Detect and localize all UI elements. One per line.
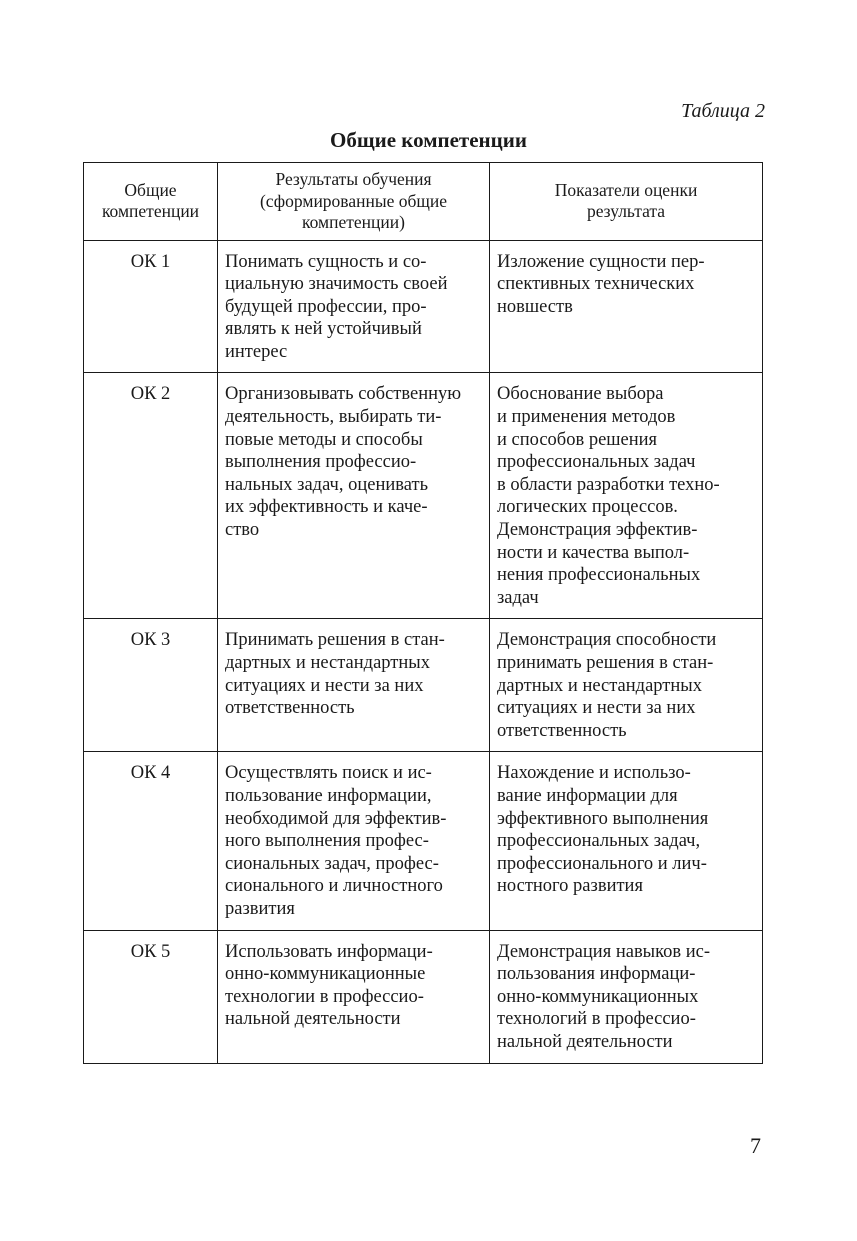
cell-text-line: пользование информации, (225, 785, 432, 806)
cell-text-line: принимать решения в стан- (497, 653, 714, 673)
header-line: компетенции) (302, 212, 405, 232)
cell-text-line: спективных технических (497, 274, 695, 295)
cell-text-line: в области разработки техно- (497, 474, 720, 495)
cell-text-line: ности и качества выпол- (497, 542, 690, 563)
header-line: результата (586, 201, 666, 222)
cell-text-line: ство (225, 520, 260, 541)
table-body (84, 240, 763, 1063)
cell-text-line: ответственность (225, 698, 355, 719)
cell-text-line: деятельность, выбирать ти- (225, 407, 442, 428)
competencies-table (83, 162, 763, 1064)
table-row (84, 752, 763, 930)
cell-text-line: профессиональных задач, (497, 831, 701, 852)
evaluation-indicator-cell (490, 752, 763, 930)
cell-text-line: и способов решения (497, 429, 658, 450)
header-line: (сформированные общие (259, 190, 447, 211)
cell-text-line: Изложение сущности пер- (497, 251, 705, 272)
cell-text-line: эффективного выполнения (497, 808, 709, 829)
header-row (84, 163, 763, 241)
cell-text-line: выполнения профессио- (225, 452, 417, 473)
cell-text-line: повые методы и способы (225, 429, 423, 450)
cell-text-line: Осуществлять поиск и ис- (225, 763, 432, 784)
page-number: 7 (750, 1133, 761, 1158)
cell-text-line: дартных и нестандартных (225, 653, 430, 673)
header-competencies (84, 163, 218, 241)
cell-text-line: ностного развития (497, 876, 643, 897)
cell-text-line: Принимать решения в стан- (225, 630, 445, 651)
cell-text-line: профессиональных задач (497, 452, 696, 473)
cell-text-line: онно-коммуникационные (225, 964, 426, 985)
cell-text-line: технологии в профессио- (225, 986, 424, 1007)
header-line: компетенции (101, 201, 200, 222)
competency-code: ОК 5 (84, 930, 218, 1063)
cell-text-line: технологий в профессио- (497, 1009, 696, 1030)
cell-text-line: пользования информаци- (497, 964, 696, 985)
cell-text-line: вание информации для (497, 785, 678, 806)
cell-text-line: онно-коммуникационных (497, 986, 699, 1007)
cell-text-line: интерес (225, 341, 288, 362)
cell-text-line: Нахождение и использо- (497, 763, 691, 784)
cell-text-line: ного выполнения профес- (225, 831, 429, 852)
cell-text-line: и применения методов (497, 407, 676, 428)
header-line: Результаты обучения (275, 169, 432, 189)
cell-text-line: нения профессиональных (497, 565, 701, 586)
cell-text-line: их эффективность и каче- (225, 497, 428, 518)
learning-result-cell (218, 240, 490, 373)
cell-text-line: ответственность (497, 720, 627, 741)
cell-text-line: развития (225, 898, 295, 919)
table-row (84, 619, 763, 752)
evaluation-indicator-cell (490, 930, 763, 1063)
cell-text-line: задач (497, 587, 539, 608)
competency-code: ОК 2 (84, 373, 218, 619)
cell-text-line: профессионального и лич- (497, 853, 707, 874)
competency-code: ОК 4 (84, 752, 218, 930)
cell-text-line: Использовать информаци- (225, 941, 433, 962)
cell-text-line: сионального и личностного (225, 876, 443, 897)
cell-text-line: ситуациях и нести за них (497, 698, 696, 719)
cell-text-line: нальной деятельности (225, 1009, 401, 1030)
table-number: Таблица 2 (681, 100, 765, 122)
cell-text-line: логических процессов. (497, 497, 678, 518)
competency-code: ОК 1 (84, 240, 218, 373)
table-row (84, 930, 763, 1063)
learning-result-cell (218, 373, 490, 619)
learning-result-cell (218, 619, 490, 752)
table-header (84, 163, 763, 241)
table-row (84, 240, 763, 373)
table-row (84, 373, 763, 619)
table-title: Общие компетенции (330, 128, 527, 152)
cell-text-line: Организовывать собственную (225, 384, 462, 405)
evaluation-indicator-cell (490, 619, 763, 752)
learning-result-cell (218, 930, 490, 1063)
cell-text-line: Демонстрация эффектив- (497, 520, 698, 541)
cell-text-line: Демонстрация способности (497, 630, 717, 651)
competency-code: ОК 3 (84, 619, 218, 752)
cell-text-line: нальных задач, оценивать (225, 474, 429, 495)
cell-text-line: ситуациях и нести за них (225, 675, 424, 696)
learning-result-cell (218, 752, 490, 930)
evaluation-indicator-cell (490, 373, 763, 619)
cell-text-line: необходимой для эффектив- (225, 808, 447, 829)
cell-text-line: Обоснование выбора (497, 384, 664, 405)
header-learning-results (218, 163, 490, 241)
cell-text-line: сиональных задач, профес- (225, 853, 439, 874)
cell-text-line: дартных и нестандартных (497, 675, 702, 696)
cell-text-line: Демонстрация навыков ис- (497, 941, 711, 962)
cell-text-line: нальной деятельности (497, 1031, 673, 1052)
evaluation-indicator-cell (490, 240, 763, 373)
cell-text-line: циальную значимость своей (225, 274, 448, 295)
cell-text-line: являть к ней устойчивый (225, 319, 422, 340)
header-line: Общие (124, 179, 177, 200)
header-evaluation-indicators (490, 163, 763, 241)
cell-text-line: будущей профессии, про- (225, 296, 427, 317)
cell-text-line: новшеств (497, 296, 573, 317)
cell-text-line: Понимать сущность и со- (225, 251, 427, 272)
header-line: Показатели оценки (554, 179, 698, 200)
